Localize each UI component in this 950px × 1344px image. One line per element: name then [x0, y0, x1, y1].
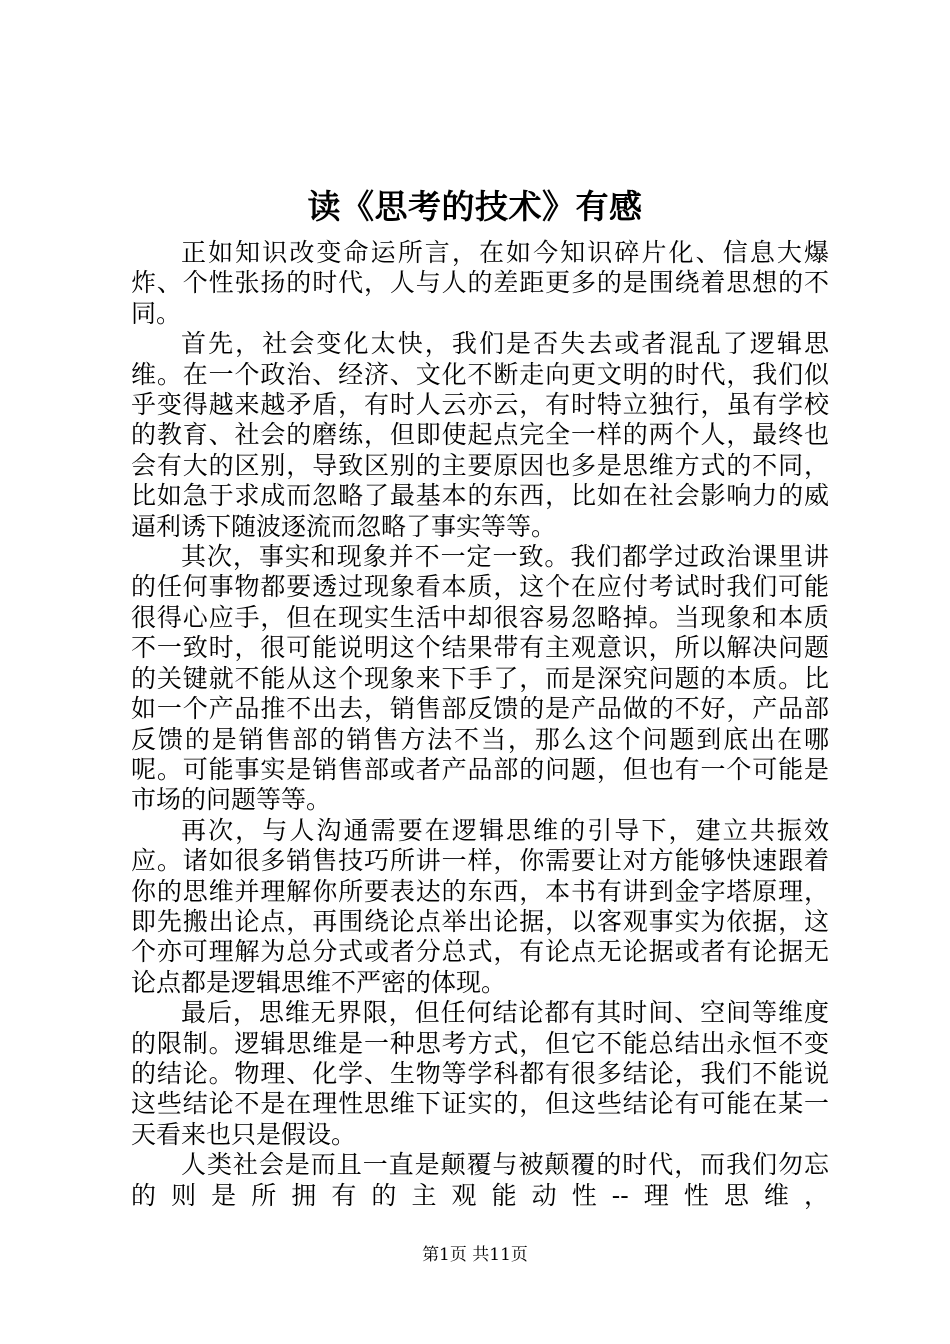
paragraph: 其次，事实和现象并不一定一致。我们都学过政治课里讲的任何事物都要透过现象看本质，这个在应付考试时我们可能很得心应手，但在现实生活中却很容易忽略掉。当现象和本质不一致时，很可能说明这个结果带有主观意识，所以解决问题的关键就不能从这个现象来下手了，而是深究问题的本质。比如一个产品推不出去，销售部反馈的是产品做的不好，产品部反馈的是销售部的销售方法不当，那么这个问题到底出在哪呢。可能事实是销售部或者产品部的问题，但也有一个可能是市场的问题等等。 [131, 542, 829, 815]
document-body [131, 238, 829, 1211]
paragraph: 最后，思维无界限，但任何结论都有其时间、空间等维度的限制。逻辑思维是一种思考方式，但它不能总结出永恒不变的结论。物理、化学、生物等学科都有很多结论，我们不能说这些结论不是在理性思维下证实的，但这些结论有可能在某一天看来也只是假设。 [131, 998, 829, 1149]
document-title: 读《思考的技术》有感 [307, 187, 643, 226]
paragraph: 人类社会是而且一直是颠覆与被颠覆的时代，而我们勿忘的则是所拥有的主观能动性--理性思维， [131, 1150, 829, 1210]
page-footer: 第1页 共11页 [422, 1245, 528, 1265]
paragraph: 首先，社会变化太快，我们是否失去或者混乱了逻辑思维。在一个政治、经济、文化不断走向更文明的时代，我们似乎变得越来越矛盾，有时人云亦云，有时特立独行，虽有学校的教育、社会的磨练，但即使起点完全一样的两个人，最终也会有大的区别，导致区别的主要原因也多是思维方式的不同，比如急于求成而忽略了最基本的东西，比如在社会影响力的威逼利诱下随波逐流而忽略了事实等等。 [131, 329, 829, 541]
paragraph: 正如知识改变命运所言，在如今知识碎片化、信息大爆炸、个性张扬的时代，人与人的差距更多的是围绕着思想的不同。 [131, 238, 829, 328]
paragraph: 再次，与人沟通需要在逻辑思维的引导下，建立共振效应。诸如很多销售技巧所讲一样，你需要让对方能够快速跟着你的思维并理解你所要表达的东西，本书有讲到金字塔原理，即先搬出论点，再围绕论点举出论据，以客观事实为依据，这个亦可理解为总分式或者分总式，有论点无论据或者有论据无论点都是逻辑思维不严密的体现。 [131, 815, 829, 997]
